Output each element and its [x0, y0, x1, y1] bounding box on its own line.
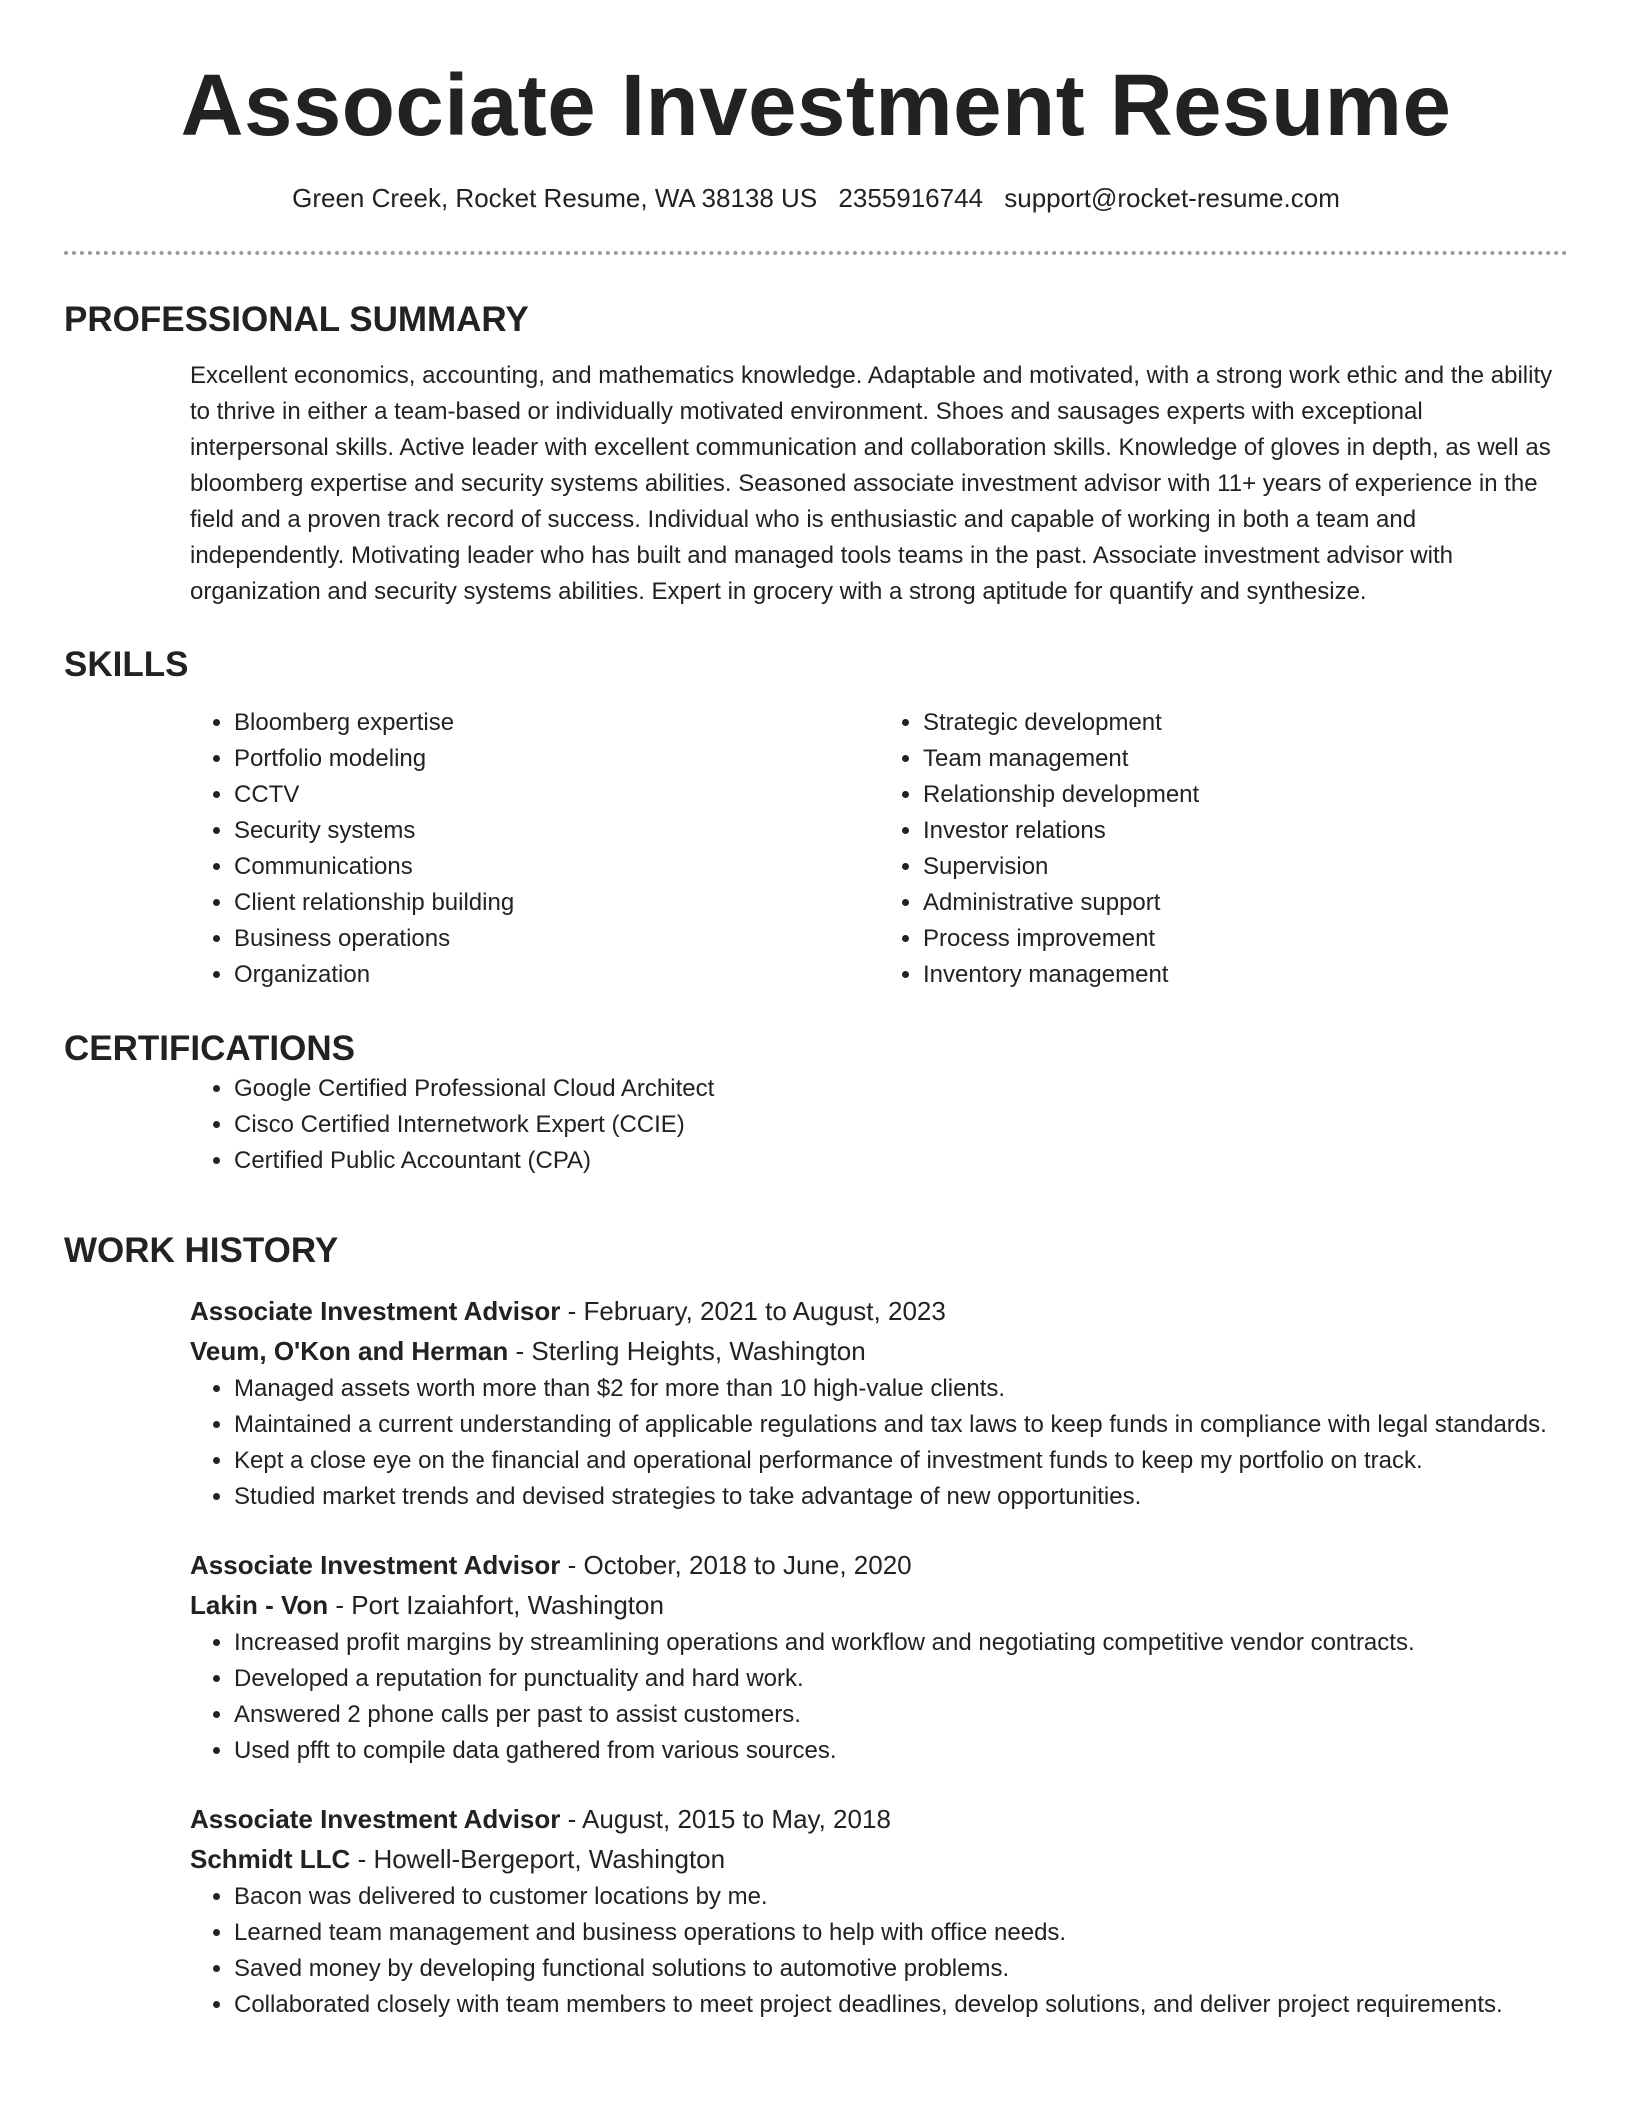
skill-item: • Process improvement: [923, 921, 1568, 957]
skill-item: • Portfolio modeling: [234, 741, 879, 777]
skills-list-left: [190, 705, 879, 993]
work-history-section: [64, 1229, 1568, 2023]
job-location: - Howell-Bergeport, Washington: [350, 1844, 726, 1874]
skill-item: • Relationship development: [923, 777, 1568, 813]
skill-item: • Inventory management: [923, 957, 1568, 993]
job-dates: - August, 2015 to May, 2018: [560, 1804, 891, 1834]
skills-grid: [190, 705, 1568, 993]
work-history-heading: WORK HISTORY: [64, 1231, 339, 1270]
job-entry: [190, 1799, 1568, 2023]
job-bullet: • Developed a reputation for punctuality and hard work.: [234, 1661, 1568, 1697]
job-location: - Port Izaiahfort, Washington: [328, 1590, 664, 1620]
skill-item: • Supervision: [923, 849, 1568, 885]
summary-heading: PROFESSIONAL SUMMARY: [64, 300, 529, 339]
job-dates: - October, 2018 to June, 2020: [560, 1550, 912, 1580]
job-bullet: • Maintained a current understanding of applicable regulations and tax laws to keep funds in compliance with legal standards.: [234, 1407, 1568, 1443]
job-dates: - February, 2021 to August, 2023: [560, 1296, 946, 1326]
job-location: - Sterling Heights, Washington: [508, 1336, 866, 1366]
job-entry: [190, 1545, 1568, 1769]
job-title: Associate Investment Advisor: [190, 1550, 561, 1580]
certification-item: • Cisco Certified Internetwork Expert (CCIE): [234, 1107, 1568, 1143]
job-bullet: • Saved money by developing functional solutions to automotive problems.: [234, 1951, 1568, 1987]
contact-address: Green Creek, Rocket Resume, WA 38138 US: [292, 183, 818, 213]
job-company-line: [190, 1331, 1568, 1371]
job-bullet: • Kept a close eye on the financial and operational performance of investment funds to keep my portfolio on track.: [234, 1443, 1568, 1479]
contact-line: [0, 180, 1632, 216]
certification-item: • Certified Public Accountant (CPA): [234, 1143, 1568, 1179]
skill-item: • CCTV: [234, 777, 879, 813]
job-title: Associate Investment Advisor: [190, 1804, 561, 1834]
job-bullet: • Bacon was delivered to customer locations by me.: [234, 1879, 1568, 1915]
job-title-line: [190, 1799, 1568, 1839]
skills-heading: SKILLS: [64, 645, 189, 684]
job-bullet: • Collaborated closely with team members to meet project deadlines, develop solutions, and deliver project requirements.: [234, 1987, 1568, 2023]
skills-section: [64, 643, 1568, 993]
job-company-line: [190, 1839, 1568, 1879]
job-title-line: [190, 1291, 1568, 1331]
skill-item: • Strategic development: [923, 705, 1568, 741]
job-bullet: • Answered 2 phone calls per past to assist customers.: [234, 1697, 1568, 1733]
summary-section: [64, 298, 1568, 610]
job-bullet: • Learned team management and business operations to help with office needs.: [234, 1915, 1568, 1951]
skill-item: • Client relationship building: [234, 885, 879, 921]
skill-item: • Bloomberg expertise: [234, 705, 879, 741]
job-bullet: • Increased profit margins by streamlining operations and workflow and negotiating competitive vendor contracts.: [234, 1625, 1568, 1661]
job-company: Schmidt LLC: [190, 1844, 351, 1874]
job-company-line: [190, 1585, 1568, 1625]
job-bullets: [190, 1879, 1568, 2023]
job-bullets: [190, 1371, 1568, 1515]
job-bullet: • Studied market trends and devised strategies to take advantage of new opportunities.: [234, 1479, 1568, 1515]
skill-item: • Administrative support: [923, 885, 1568, 921]
skill-item: • Communications: [234, 849, 879, 885]
resume-title: Associate Investment Resume: [180, 57, 1452, 154]
job-company: Lakin - Von: [190, 1590, 329, 1620]
certifications-list: [190, 1071, 1568, 1179]
job-entry: [190, 1291, 1568, 1515]
skill-item: • Organization: [234, 957, 879, 993]
job-bullet: • Used pfft to compile data gathered from various sources.: [234, 1733, 1568, 1769]
job-bullets: [190, 1625, 1568, 1769]
job-title-line: [190, 1545, 1568, 1585]
certifications-heading: CERTIFICATIONS: [64, 1029, 356, 1068]
job-title: Associate Investment Advisor: [190, 1296, 561, 1326]
job-company: Veum, O'Kon and Herman: [190, 1336, 509, 1366]
certifications-section: [64, 1027, 1568, 1179]
header-divider: [64, 251, 1568, 255]
job-bullet: • Managed assets worth more than $2 for more than 10 high-value clients.: [234, 1371, 1568, 1407]
skill-item: • Investor relations: [923, 813, 1568, 849]
skill-item: • Business operations: [234, 921, 879, 957]
certification-item: • Google Certified Professional Cloud Architect: [234, 1071, 1568, 1107]
contact-phone: 2355916744: [838, 183, 984, 213]
skills-list-right: [879, 705, 1568, 993]
skill-item: • Security systems: [234, 813, 879, 849]
skill-item: • Team management: [923, 741, 1568, 777]
summary-text: Excellent economics, accounting, and mathematics knowledge. Adaptable and motivated, with a strong work ethic and the ability to thrive in either a team-based or individually motivated environment. Shoes and sausages experts with exceptional interpersonal skills. Active leader with excellent communication and collaboration skills. Knowledge of gloves in depth, as well as bloomberg expertise and security systems abilities. Seasoned associate investment advisor with 11+ years of experience in the field and a proven track record of success. Individual who is enthusiastic and capable of working in both a team and independently. Motivating leader who has built and managed tools teams in the past. Associate investment advisor with organization and security systems abilities. Expert in grocery with a strong aptitude for quantify and synthesize.: [190, 362, 1553, 605]
contact-email: support@rocket-resume.com: [1004, 183, 1340, 213]
